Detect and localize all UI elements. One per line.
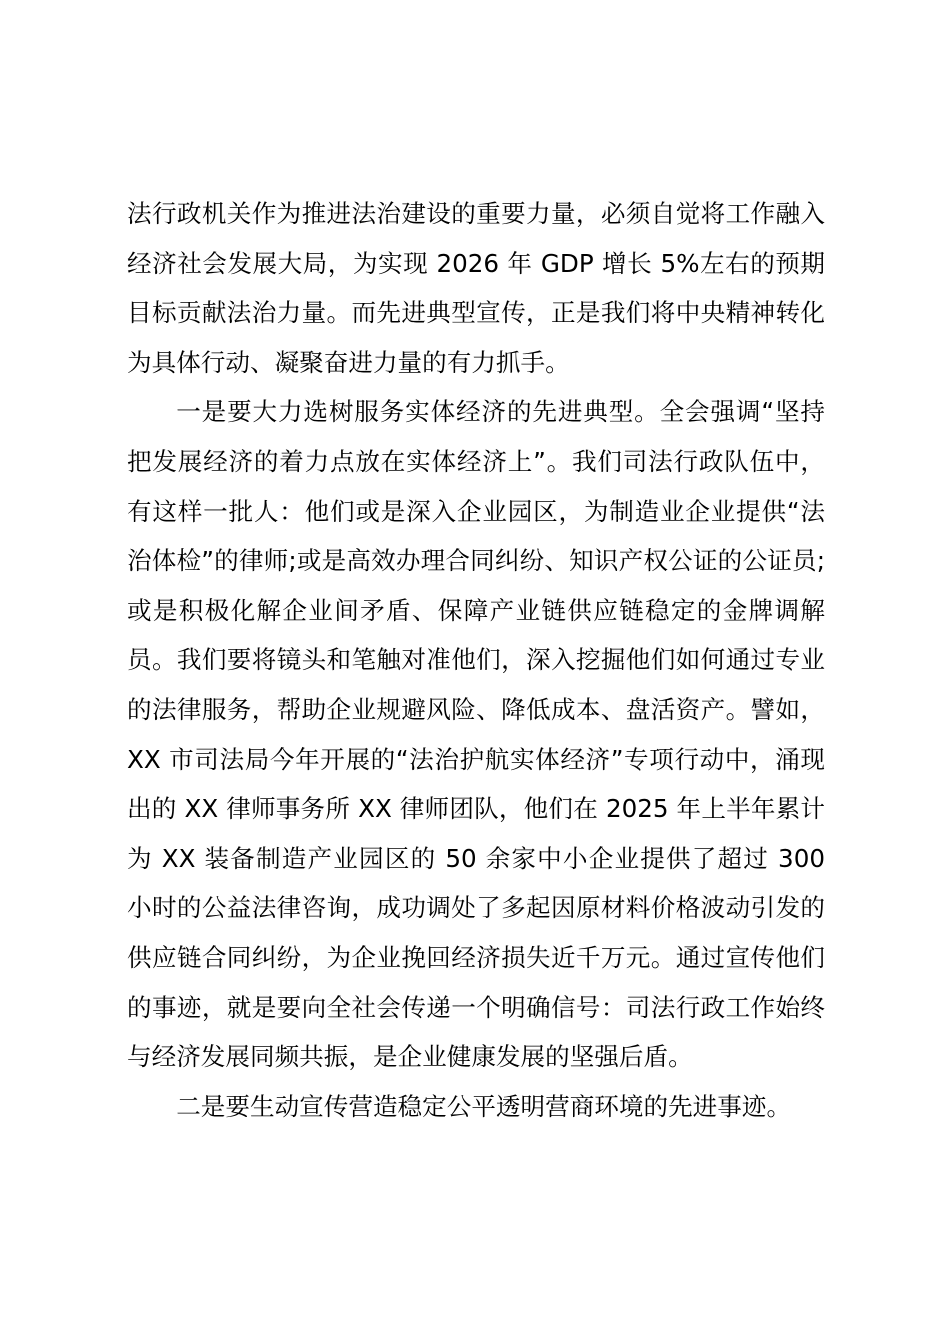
paragraph-intro-continuation: 法行政机关作为推进法治建设的重要力量，必须自觉将工作融入经济社会发展大局，为实现 2026 年 GDP 增长 5%左右的预期目标贡献法治力量。而先进典型宣传，正是我们将中央精神转化为具体行动、凝聚奋进力量的有力抓手。 [127,199,825,377]
paragraph-point-one: 一是要大力选树服务实体经济的先进典型。全会强调“坚持把发展经济的着力点放在实体经济上”。我们司法行政队伍中，有这样一批人：他们或是深入企业园区，为制造业企业提供“法治体检”的律师;或是高效办理合同纠纷、知识产权公证的公证员;或是积极化解企业间矛盾、保障产业链供应链稳定的金牌调解员。我们要将镜头和笔触对准他们，深入挖掘他们如何通过专业的法律服务，帮助企业规避风险、降低成本、盘活资产。譬如，XX 市司法局今年开展的“法治护航实体经济”专项行动中，涌现出的 XX 律师事务所 XX 律师团队，他们在 2025 年上半年累计为 XX 装备制造产业园区的 50 余家中小企业提供了超过 300 小时的公益法律咨询，成功调处了多起因原材料价格波动引发的供应链合同纠纷，为企业挽回经济损失近千万元。通过宣传他们的事迹，就是要向全社会传递一个明确信号：司法行政工作始终与经济发展同频共振，是企业健康发展的坚强后盾。 [127,397,825,1072]
document-page [127,189,825,1131]
paragraph-point-two: 二是要生动宣传营造稳定公平透明营商环境的先进事迹。 [176,1091,792,1121]
